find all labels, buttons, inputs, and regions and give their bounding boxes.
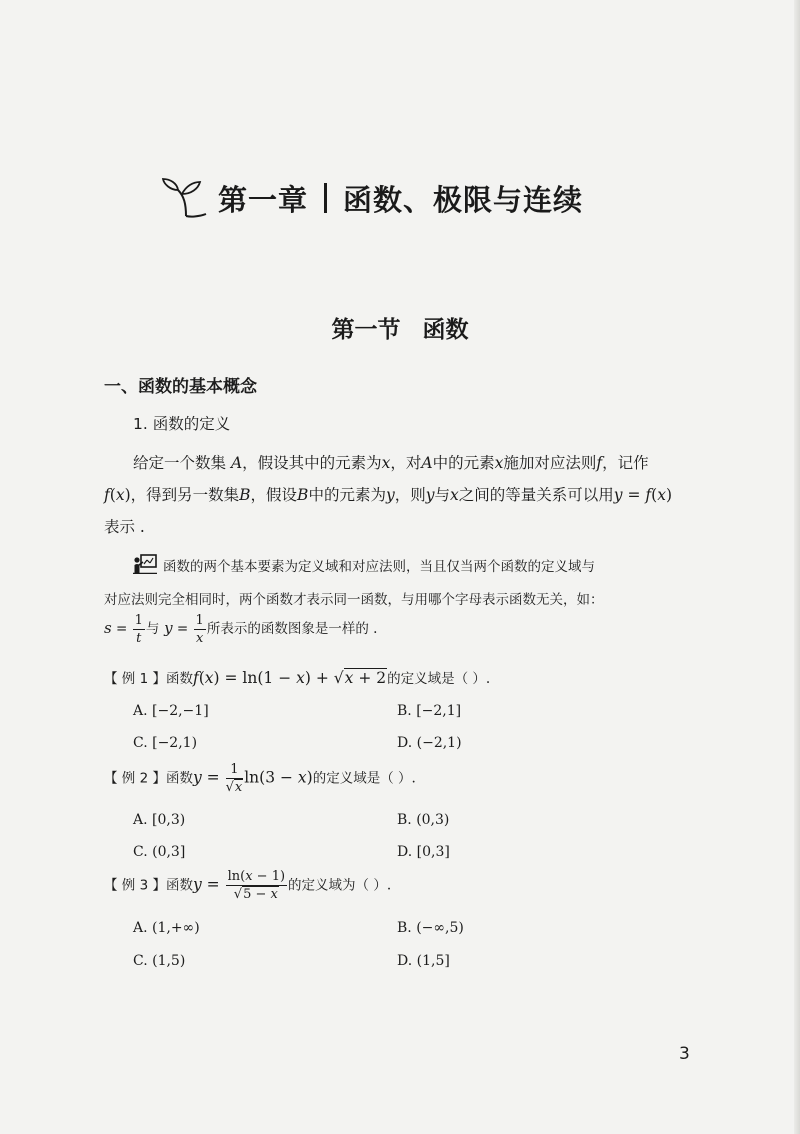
section-label: 第一节 [331,317,401,343]
section-name: 函数 [422,317,469,343]
chapter-divider [324,183,327,213]
note-line-2: 对应法则完全相同时，两个函数才表示同一函数，与用哪个字母表示函数无关，如： [104,592,604,608]
example-2-option-a: A. [0,3) [133,812,186,828]
heading-function-definition: 1. 函数的定义 [133,415,231,433]
chapter-label: 第一章 [218,182,309,217]
page-number: 3 [679,1044,690,1064]
sprout-icon [160,176,212,220]
example-1-option-b: B. [−2,1] [397,703,462,719]
definition-line-2: f(x)，得到另一数集B，假设B中的元素为y，则y与x之间的等量关系可以用y = f(x) [104,486,673,504]
definition-line-3: 表示 . [104,518,145,536]
example-3-option-b: B. (−∞,5) [397,920,464,936]
chapter-header [160,168,583,228]
section-title [0,311,800,344]
teacher-note-icon [133,554,157,574]
example-1-option-d: D. (−2,1) [397,735,462,751]
example-3-option-d: D. (1,5] [397,953,450,969]
definition-line-1: 给定一个数集 A，假设其中的元素为x，对A中的元素x施加对应法则f，记作 [133,454,649,472]
page-edge-shadow [794,0,800,1134]
example-1-option-a: A. [−2,−1] [133,703,209,719]
example-2-option-c: C. (0,3] [133,844,186,860]
example-1-question: 【 例 1 】函数f(x) = ln(1 − x) + √x + 2的定义域是（ ）. [104,669,491,687]
example-3-option-c: C. (1,5) [133,953,186,969]
heading-basic-concepts: 一、函数的基本概念 [104,377,257,397]
note-line-1: 函数的两个基本要素为定义域和对应法则，当且仅当两个函数的定义域与 [133,554,595,575]
example-2-question: 【 例 2 】函数y = $\frac{1}{√x}$ ln(3 − x)的定义域是（ ）. [104,762,416,795]
example-3-question: 【 例 3 】函数y = $\frac{\ln(x - 1)}{√5 - x}$ 的定义域为（ ）. [104,869,392,902]
example-3-option-a: A. (1,+∞) [133,920,200,936]
chapter-title: 函数、极限与连续 [343,182,584,217]
note-line-3: s = $\frac{1}{t}$ 与 y = $\frac{1}{x}$ 所表示的函数图象是一样的 . [104,613,378,646]
example-1-option-c: C. [−2,1) [133,735,198,751]
example-2-option-b: B. (0,3) [397,812,450,828]
example-2-option-d: D. [0,3] [397,844,450,860]
